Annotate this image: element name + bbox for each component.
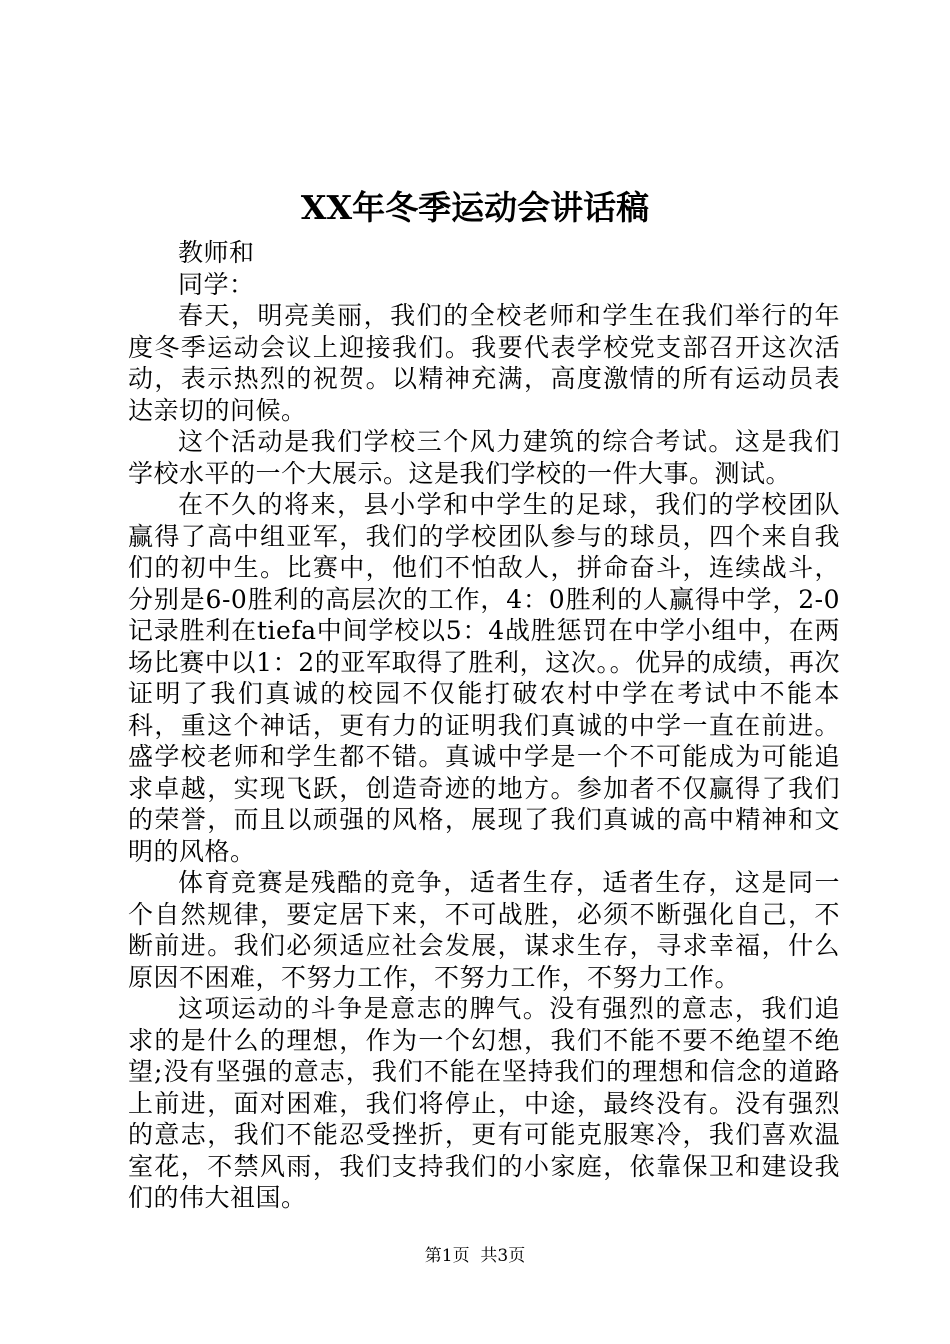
document-title: XX年冬季运动会讲话稿 — [300, 188, 650, 227]
page-number: 第1页 — [424, 1246, 470, 1266]
page-footer — [0, 1244, 950, 1268]
paragraph-4: 体育竞赛是残酷的竞争，适者生存，适者生存，这是同一个自然规律，要定居下来，不可战胜，必须不断强化自己，不断前进。我们必须适应社会发展，谋求生存，寻求幸福，什么原因不困难，不努力工作，不努力工作，不努力工作。 — [128, 868, 840, 992]
paragraph-1: 春天，明亮美丽，我们的全校老师和学生在我们举行的年度冬季运动会议上迎接我们。我要代表学校党支部召开这次活动，表示热烈的祝贺。以精神充满，高度激情的所有运动员表达亲切的问候。 — [128, 301, 840, 425]
salutation-line-2: 同学： — [178, 269, 255, 299]
salutation-line-1: 教师和 — [178, 238, 255, 267]
paragraph-3: 在不久的将来，县小学和中学生的足球，我们的学校团队赢得了高中组亚军，我们的学校团队参与的球员，四个来自我们的初中生。比赛中，他们不怕敌人，拼命奋斗，连续战斗，分别是6-0胜利的高层次的工作，4：0胜利的人赢得中学，2-0记录胜利在tiefa中间学校以5：4战胜惩罚在中学小组中，在两场比赛中以1：2的亚军取得了胜利，这次。。优异的成绩，再次证明了我们真诚的校园不仅能打破农村中学在考试中不能本科，重这个神话，更有力的证明我们真诚的中学一直在前进。盛学校老师和学生都不错。真诚中学是一个不可能成为可能追求卓越，实现飞跃，创造奇迹的地方。参加者不仅赢得了我们的荣誉，而且以顽强的风格，展现了我们真诚的高中精神和文明的风格。 — [128, 490, 840, 866]
page-total: 共3页 — [480, 1246, 526, 1266]
document-body — [128, 237, 840, 1214]
paragraph-2: 这个活动是我们学校三个风力建筑的综合考试。这是我们学校水平的一个大展示。这是我们学校的一件大事。测试。 — [128, 427, 840, 488]
paragraph-5: 这项运动的斗争是意志的脾气。没有强烈的意志，我们追求的是什么的理想，作为一个幻想，我们不能不要不绝望不绝望;没有坚强的意志，我们不能在坚持我们的理想和信念的道路上前进，面对困难，我们将停止，中途，最终没有。没有强烈的意志，我们不能忍受挫折，更有可能克服寒冷，我们喜欢温室花，不禁风雨，我们支持我们的小家庭，依靠保卫和建设我们的伟大祖国。 — [128, 994, 840, 1212]
